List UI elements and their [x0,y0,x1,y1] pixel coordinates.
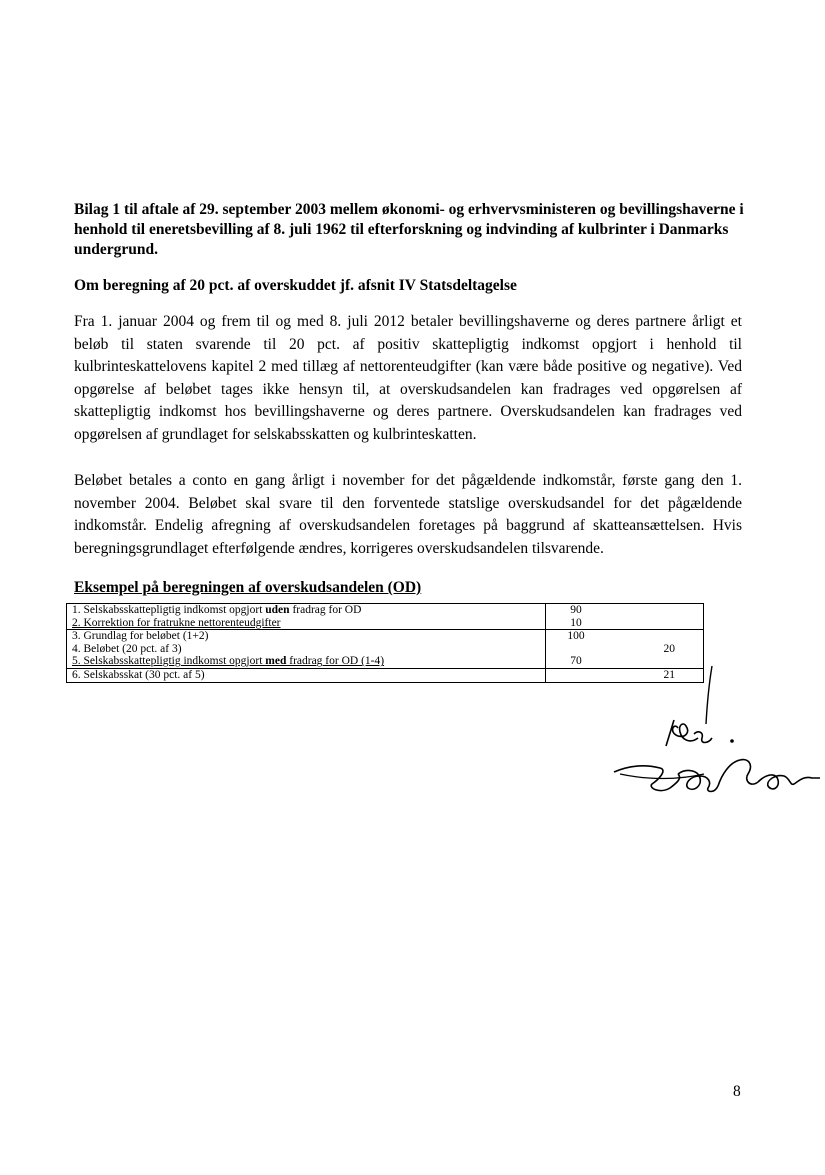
document-subtitle: Om beregning af 20 pct. af overskuddet jf. afsnit IV Statsdeltagelse [74,277,517,294]
row-label: 5. Selskabsskattepligtig indkomst opgjort med fradrag for OD (1-4) [67,655,546,668]
table-row [67,604,704,617]
row-result [606,630,704,643]
document-title: Bilag 1 til aftale af 29. september 2003 mellem økonomi- og erhvervsministeren og bevillingshaverne i henhold til eneretsbevilling af 8. juli 1962 til efterforskning og indvinding af kulbrinter i Danmarks undergrund. [74,201,744,258]
row-amount [546,643,607,656]
row-label: 4. Beløbet (20 pct. af 3) [67,643,546,656]
paragraph-2: Beløbet betales a conto en gang årligt i november for det pågældende indkomstår, første gang den 1. november 2004. Beløbet skal svare til den forventede statslige overskudsandel for det pågældende indkomstår. Endelig afregning af overskudsandelen foretages på baggrund af skatteansættelsen. Hvis beregningsgrundlaget efterfølgende ændres, korrigeres overskudsandelen tilsvarende. [74,472,742,557]
handwritten-signature [608,662,823,822]
row-amount: 70 [570,655,582,668]
row-amount: 100 [546,630,607,643]
row-label: 6. Selskabsskat (30 pct. af 5) [67,668,546,682]
table-row [67,643,704,656]
row-result [606,604,704,617]
page-number: 8 [733,1083,741,1100]
example-title: Eksempel på beregningen af overskudsandelen (OD) [74,579,422,596]
row-amount [546,668,607,682]
row-result: 21 [606,668,704,682]
row-result: 20 [606,643,704,656]
row-label: 3. Grundlag for beløbet (1+2) [67,630,546,643]
row-amount: 90 [546,604,607,617]
row-label: 2. Korrektion for fratrukne nettorenteudgifter [67,617,546,630]
row-amount: 10 [570,616,582,629]
row-result [606,617,704,630]
table-row [67,617,704,630]
table-row [67,630,704,643]
paragraph-1: Fra 1. januar 2004 og frem til og med 8. juli 2012 betaler bevillingshaverne og deres partnere årligt et beløb til staten svarende til 20 pct. af positiv skattepligtig indkomst opgjort i henhold til kulbrinteskattelovens kapitel 2 med tillæg af nettorenteudgifter (kan være både positive og negative). Ved opgørelse af beløbet tages ikke hensyn til, at overskudsandelen kan fradrages ved opgørelsen af skattepligtig indkomst hos bevillingshaverne og deres partnere. Overskudsandelen kan fradrages ved opgørelsen af grundlaget for selskabsskatten og kulbrinteskatten. [74,313,742,443]
row-label: 1. Selskabsskattepligtig indkomst opgjort uden fradrag for OD [67,604,546,617]
